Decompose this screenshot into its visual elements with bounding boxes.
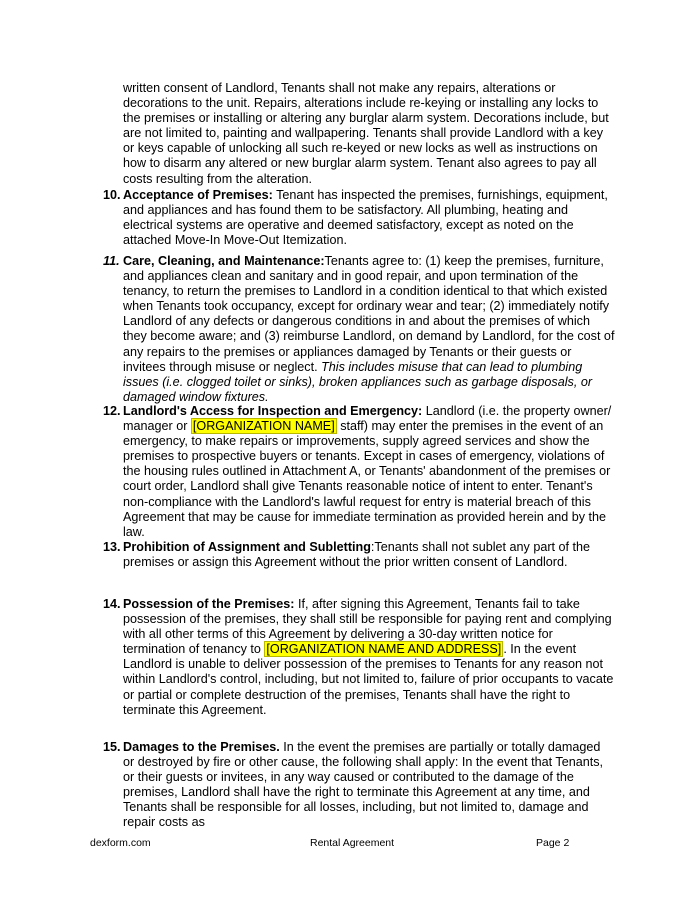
clause-italic-text: This includes misuse that can lead to plumbing issues (i.e. clogged toilet or sinks), broken appliances such as garbage disposals, or damaged window fixtures.	[123, 359, 593, 404]
clause-text: staff) may enter the premises in the event of an emergency, to make repairs or improvements, supply agreed services and show the premises to prospective buyers or tenants. Except in cases of emergency, violations of the housing rules outlined in Attachment A, or Tenants' abandonment of the premises or court order, Landlord shall give Tenants reasonable notice of intent to enter. Tenant's non-compliance with the Landlord's lawful request for entry is material breach of this Agreement that may be cause for immediate termination as provided herein and by the law.	[123, 419, 611, 539]
clause-number: 13.	[103, 540, 121, 554]
organization-name-address-placeholder: [ORGANIZATION NAME AND ADDRESS]	[266, 642, 502, 657]
clause-13	[103, 540, 615, 570]
clause-body	[123, 597, 615, 718]
clause-text: :Tenants shall not sublet any part of the premises or assign this Agreement without the prior written consent of Landlord.	[123, 540, 591, 570]
footer-page-number: Page 2	[536, 837, 570, 849]
footer-site: dexform.com	[90, 837, 151, 849]
clause-title: Acceptance of Premises:	[123, 188, 273, 202]
clause-body	[123, 188, 615, 248]
clause-12	[103, 404, 615, 540]
clause-title: Care, Cleaning, and Maintenance:	[123, 254, 325, 268]
clause-11	[103, 254, 615, 405]
clause-text: If, after signing this Agreement, Tenants fail to take possession of the premises, they shall still be responsible for paying rent and complying with all other terms of this Agreement by delivering a 30-day written notice for termination of tenancy to	[123, 597, 612, 657]
clause-15	[103, 740, 615, 831]
clause-text: Tenants agree to: (1) keep the premises, furniture, and appliances clean and sanitary and in good repair, and upon termination of the tenancy, to return the premises to Landlord in a condition identical to that which existed when Tenants took occupancy, except for ordinary wear and tear; (2) immediately notify Landlord of any defects or dangerous conditions in and about the premises of which they become aware; and (3) reimburse Landlord, on demand by Landlord, for the cost of any repairs to the premises or appliances damaged by Tenants or their guests or invitees through misuse or neglect.	[123, 254, 615, 374]
intro-paragraph: written consent of Landlord, Tenants shall not make any repairs, alterations or decorations to the unit. Repairs, alterations include re-keying or installing any locks to the premises or installing or altering any burglar alarm system. Decorations include, but are not limited to, painting and wallpapering. Tenants shall provide Landlord with a key or keys capable of unlocking all such re-keyed or new locks as well as instructions on how to disarm any altered or new burglar alarm system. Tenant also agrees to pay all costs resulting from the alteration.	[123, 81, 609, 186]
organization-name-placeholder: [ORGANIZATION NAME]	[192, 419, 335, 434]
clause-title: Prohibition of Assignment and Subletting	[123, 540, 371, 554]
clause-title: Damages to the Premises.	[123, 740, 280, 754]
clause-number: 14.	[103, 597, 121, 611]
clause-14	[103, 597, 615, 718]
clause-text: Landlord (i.e. the property owner/ manager or	[123, 404, 612, 434]
clause-number: 15.	[103, 740, 121, 754]
clause-number: 12.	[103, 404, 121, 418]
clause-text: . In the event Landlord is unable to deliver possession of the premises to Tenants for any reason not within Landlord's control, including, but not limited to, failure of prior occupants to vacate or partial or complete destruction of the premises, Tenants shall have the right to terminate this Agreement.	[123, 642, 614, 717]
clause-text: Tenant has inspected the premises, furnishings, equipment, and appliances and has found them to be satisfactory. All plumbing, heating and electrical systems are operative and deemed satisfactory, except as noted on the attached Move-In Move-Out Itemization.	[123, 188, 608, 248]
clause-number: 10.	[103, 188, 121, 202]
clause-body	[123, 740, 615, 831]
clause-10	[103, 188, 615, 248]
clause-body	[123, 404, 615, 540]
clause-title: Possession of the Premises:	[123, 597, 295, 611]
clause-text: In the event the premises are partially or totally damaged or destroyed by fire or other cause, the following shall apply: In the event that Tenants, or their guests or invitees, in any way caused or contributed to the damage of the premises, Landlord shall have the right to terminate this Agreement at any time, and Tenants shall be responsible for all losses, including, but not limited to, damage and repair costs as	[123, 740, 604, 830]
clause-number: 11.	[103, 254, 120, 268]
footer-title: Rental Agreement	[310, 837, 395, 849]
clause-title: Landlord's Access for Inspection and Emergency:	[123, 404, 423, 418]
clause-body	[123, 254, 615, 405]
clause-body	[123, 540, 615, 570]
